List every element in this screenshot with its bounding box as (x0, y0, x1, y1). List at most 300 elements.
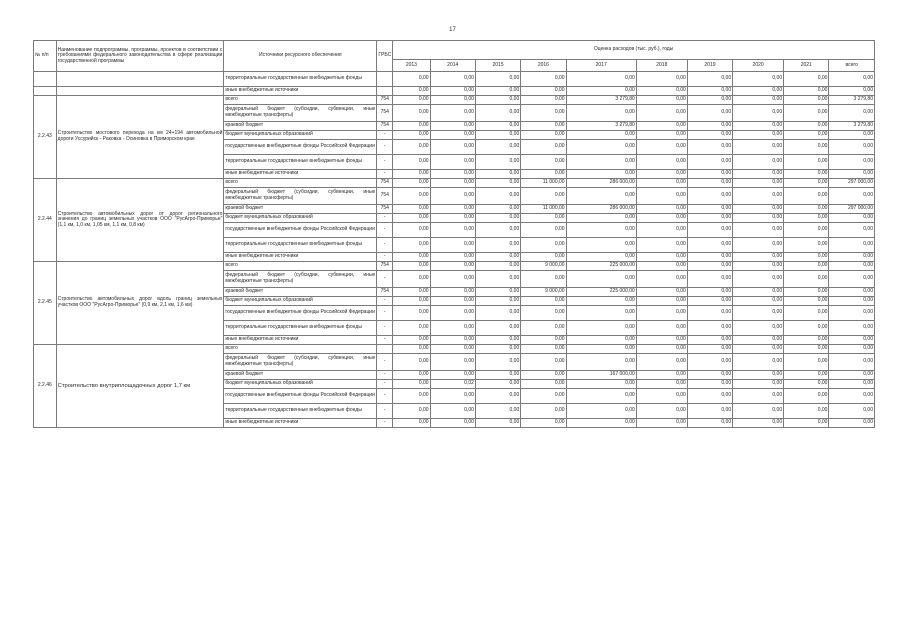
value-cell: 0,00 (687, 223, 732, 238)
value-cell: 0,00 (829, 354, 875, 371)
source-cell: бюджет муниципальных образований (224, 214, 377, 223)
grbs-cell: - (377, 419, 393, 428)
value-cell: 0,00 (687, 253, 732, 262)
project-name: Строительство автомобильных дорог от дорог регионального значения до границ земельных участков ООО "РусАгро-Приморье" (1,1 км, 1,0 км, 1,05 км, 1,1 км, 0,8 км) (56, 179, 224, 262)
value-cell: 225 000,00 (566, 288, 636, 297)
value-cell: 0,00 (636, 306, 687, 321)
project-name: Строительство автомобильных дорог вдоль границ земельных участков ООО "РусАгро-Приморье" (0,9 км, 2,1 км, 1,6 км) (56, 262, 224, 345)
value-cell: 0,00 (475, 238, 520, 253)
value-cell: 0,00 (430, 105, 475, 122)
value-cell: 0,00 (784, 170, 829, 179)
source-cell: бюджет муниципальных образований (224, 131, 377, 140)
value-cell: 0,00 (784, 179, 829, 188)
value-cell: 0,00 (393, 345, 430, 354)
header-year: 2020 (733, 60, 784, 72)
value-cell: 0,00 (784, 155, 829, 170)
header-year: 2021 (784, 60, 829, 72)
grbs-cell: - (377, 389, 393, 404)
value-cell: 0,00 (393, 131, 430, 140)
value-cell: 0,00 (733, 155, 784, 170)
value-cell: 0,00 (566, 321, 636, 336)
value-cell: 0,00 (784, 223, 829, 238)
source-cell: краевой бюджет (224, 371, 377, 380)
value-cell: 0,00 (430, 253, 475, 262)
value-cell: 0,00 (636, 170, 687, 179)
value-cell: 0,00 (784, 262, 829, 271)
value-cell: 0,00 (430, 306, 475, 321)
grbs-cell: - (377, 170, 393, 179)
value-cell: 0,00 (475, 321, 520, 336)
value-cell: 0,00 (566, 105, 636, 122)
value-cell: 0,00 (636, 131, 687, 140)
grbs-cell: - (377, 253, 393, 262)
value-cell: 0,00 (430, 354, 475, 371)
value-cell: 0,00 (784, 271, 829, 288)
value-cell: 3 279,80 (829, 96, 875, 105)
value-cell: 0,00 (784, 380, 829, 389)
grbs-cell (377, 87, 393, 96)
continuation-name (56, 72, 224, 87)
value-cell: 0,00 (784, 72, 829, 87)
value-cell: 0,00 (733, 306, 784, 321)
value-cell: 0,00 (829, 105, 875, 122)
value-cell: 0,00 (430, 223, 475, 238)
value-cell: 0,00 (687, 105, 732, 122)
value-cell: 0,00 (566, 389, 636, 404)
value-cell: 0,00 (733, 336, 784, 345)
value-cell: 9 000,00 (521, 288, 566, 297)
value-cell: 0,00 (829, 262, 875, 271)
value-cell: 0,00 (784, 354, 829, 371)
value-cell: 0,00 (733, 179, 784, 188)
value-cell: 0,00 (393, 354, 430, 371)
value-cell: 0,00 (733, 205, 784, 214)
value-cell: 0,00 (687, 87, 732, 96)
source-cell: краевой бюджет (224, 288, 377, 297)
value-cell: 0,00 (566, 345, 636, 354)
value-cell: 0,00 (784, 87, 829, 96)
project-index: 2.2.45 (34, 262, 57, 345)
value-cell: 0,00 (393, 205, 430, 214)
value-cell: 0,00 (687, 389, 732, 404)
value-cell: 3 279,80 (566, 96, 636, 105)
value-cell: 0,00 (430, 297, 475, 306)
value-cell: 0,00 (733, 122, 784, 131)
value-cell: 0,00 (393, 140, 430, 155)
value-cell: 0,00 (430, 371, 475, 380)
value-cell: 0,00 (475, 170, 520, 179)
value-cell: 0,00 (829, 288, 875, 297)
value-cell: 0,00 (521, 87, 566, 96)
value-cell: 0,00 (687, 131, 732, 140)
value-cell: 225 000,00 (566, 262, 636, 271)
value-cell: 0,00 (784, 345, 829, 354)
value-cell: 0,00 (521, 140, 566, 155)
value-cell: 0,00 (687, 297, 732, 306)
value-cell: 0,00 (475, 380, 520, 389)
value-cell: 0,00 (521, 380, 566, 389)
value-cell: 0,00 (430, 214, 475, 223)
value-cell: 0,00 (430, 336, 475, 345)
value-cell: 0,00 (733, 288, 784, 297)
grbs-cell: 754 (377, 262, 393, 271)
value-cell: 0,00 (566, 419, 636, 428)
value-cell: 0,00 (784, 205, 829, 214)
value-cell: 0,00 (430, 122, 475, 131)
value-cell: 0,00 (430, 131, 475, 140)
value-cell: 0,00 (636, 389, 687, 404)
value-cell: 0,00 (784, 297, 829, 306)
value-cell: 0,00 (733, 354, 784, 371)
value-cell: 0,00 (829, 238, 875, 253)
header-source: Источники ресурсного обеспечения (224, 41, 377, 72)
source-cell: всего (224, 262, 377, 271)
source-cell: государственные внебюджетные фонды Российской Федерации (224, 223, 377, 238)
value-cell: 0,00 (475, 389, 520, 404)
value-cell: 0,00 (687, 271, 732, 288)
value-cell: 0,00 (784, 389, 829, 404)
value-cell: 0,00 (393, 306, 430, 321)
page-number: 17 (449, 27, 456, 33)
value-cell: 0,00 (829, 389, 875, 404)
value-cell: 0,00 (475, 419, 520, 428)
grbs-cell: - (377, 336, 393, 345)
value-cell: 0,00 (733, 87, 784, 96)
value-cell: 0,00 (829, 140, 875, 155)
value-cell: 0,00 (687, 262, 732, 271)
value-cell: 0,00 (784, 288, 829, 297)
value-cell: 0,00 (636, 345, 687, 354)
grbs-cell: - (377, 404, 393, 419)
value-cell: 0,00 (784, 238, 829, 253)
value-cell: 0,00 (393, 188, 430, 205)
value-cell: 0,00 (430, 170, 475, 179)
value-cell: 0,00 (566, 155, 636, 170)
value-cell: 0,00 (636, 105, 687, 122)
value-cell: 3 279,80 (829, 122, 875, 131)
value-cell: 11 000,00 (521, 179, 566, 188)
value-cell: 0,00 (393, 105, 430, 122)
project-index: 2.2.46 (34, 345, 57, 428)
source-cell: государственные внебюджетные фонды Российской Федерации (224, 140, 377, 155)
value-cell: 0,00 (521, 223, 566, 238)
grbs-cell: - (377, 354, 393, 371)
value-cell: 0,00 (430, 72, 475, 87)
value-cell: 0,00 (393, 238, 430, 253)
source-cell: всего (224, 345, 377, 354)
value-cell: 0,00 (475, 205, 520, 214)
value-cell: 0,00 (636, 122, 687, 131)
value-cell: 0,00 (733, 253, 784, 262)
value-cell: 0,00 (521, 131, 566, 140)
project-name: Строительство внутриплощадочных дорог 1,7 км (56, 345, 224, 428)
value-cell: 0,00 (393, 155, 430, 170)
value-cell: 0,00 (636, 238, 687, 253)
value-cell: 0,00 (687, 419, 732, 428)
grbs-cell: - (377, 297, 393, 306)
value-cell: 0,00 (393, 72, 430, 87)
value-cell: 0,00 (475, 288, 520, 297)
source-cell: всего (224, 179, 377, 188)
value-cell: 0,00 (393, 288, 430, 297)
value-cell: 0,00 (566, 188, 636, 205)
value-cell: 3 279,80 (566, 122, 636, 131)
source-cell: территориальные государственные внебюджетные фонды (224, 404, 377, 419)
value-cell: 0,00 (733, 238, 784, 253)
value-cell: 0,00 (430, 140, 475, 155)
value-cell: 0,00 (687, 155, 732, 170)
value-cell: 286 000,00 (566, 179, 636, 188)
value-cell: 0,00 (475, 253, 520, 262)
value-cell: 0,00 (393, 262, 430, 271)
value-cell: 0,00 (566, 72, 636, 87)
value-cell: 0,00 (636, 404, 687, 419)
value-cell: 0,00 (636, 205, 687, 214)
value-cell: 0,00 (687, 179, 732, 188)
value-cell: 0,00 (829, 404, 875, 419)
value-cell: 0,00 (475, 188, 520, 205)
value-cell: 0,00 (687, 72, 732, 87)
value-cell: 0,00 (430, 87, 475, 96)
value-cell: 0,00 (687, 336, 732, 345)
value-cell: 0,00 (430, 271, 475, 288)
value-cell: 0,00 (475, 345, 520, 354)
value-cell: 0,00 (521, 306, 566, 321)
value-cell: 0,00 (733, 72, 784, 87)
value-cell: 0,00 (393, 253, 430, 262)
value-cell: 0,00 (784, 140, 829, 155)
value-cell: 0,00 (393, 404, 430, 419)
value-cell: 0,00 (430, 288, 475, 297)
project-index: 2.2.43 (34, 96, 57, 179)
source-cell: федеральный бюджет (субсидии, субвенции, иные межбюджетные трансферты) (224, 105, 377, 122)
value-cell: 0,00 (393, 170, 430, 179)
value-cell: 0,00 (829, 223, 875, 238)
value-cell: 0,00 (784, 404, 829, 419)
value-cell: 0,00 (475, 223, 520, 238)
value-cell: 0,00 (687, 170, 732, 179)
value-cell: 0,00 (733, 96, 784, 105)
source-cell: бюджет муниципальных образований (224, 380, 377, 389)
value-cell: 0,00 (636, 371, 687, 380)
table-row (34, 179, 875, 188)
header-estimate-group: Оценка расходов (тыс. руб.), годы (393, 41, 875, 60)
value-cell: 0,00 (687, 321, 732, 336)
value-cell: 0,00 (829, 155, 875, 170)
value-cell: 0,00 (733, 223, 784, 238)
value-cell: 0,00 (566, 271, 636, 288)
value-cell: 0,00 (521, 271, 566, 288)
value-cell: 0,00 (566, 170, 636, 179)
value-cell: 0,00 (733, 105, 784, 122)
value-cell: 0,00 (393, 214, 430, 223)
value-cell: 0,00 (829, 306, 875, 321)
value-cell: 0,00 (687, 140, 732, 155)
value-cell: 0,00 (636, 271, 687, 288)
value-cell: 0,00 (687, 345, 732, 354)
value-cell: 0,00 (393, 87, 430, 96)
value-cell: 0,00 (733, 188, 784, 205)
value-cell: 0,00 (687, 288, 732, 297)
value-cell: 0,00 (521, 336, 566, 345)
value-cell: 0,00 (687, 354, 732, 371)
value-cell: 0,00 (829, 371, 875, 380)
value-cell: 0,00 (393, 419, 430, 428)
header-year: 2013 (393, 60, 430, 72)
grbs-cell: - (377, 238, 393, 253)
source-cell: краевой бюджет (224, 122, 377, 131)
value-cell: 0,00 (521, 419, 566, 428)
value-cell: 0,00 (636, 380, 687, 389)
header-year: всего (829, 60, 875, 72)
value-cell: 0,00 (521, 155, 566, 170)
value-cell: 0,00 (430, 155, 475, 170)
value-cell: 0,00 (733, 214, 784, 223)
value-cell: 0,02 (430, 380, 475, 389)
value-cell: 0,00 (733, 389, 784, 404)
value-cell: 0,00 (829, 87, 875, 96)
value-cell: 0,00 (521, 321, 566, 336)
grbs-cell: - (377, 271, 393, 288)
value-cell: 0,00 (636, 297, 687, 306)
header-year: 2015 (475, 60, 520, 72)
value-cell: 0,00 (687, 306, 732, 321)
grbs-cell: 754 (377, 96, 393, 105)
source-cell: иные внебюджетные источники (224, 336, 377, 345)
value-cell: 0,00 (784, 306, 829, 321)
value-cell: 0,00 (430, 404, 475, 419)
value-cell: 0,00 (636, 87, 687, 96)
value-cell: 0,00 (687, 380, 732, 389)
header-year: 2016 (521, 60, 566, 72)
value-cell: 0,00 (393, 122, 430, 131)
value-cell: 0,00 (784, 419, 829, 428)
value-cell: 0,00 (733, 371, 784, 380)
value-cell: 0,00 (566, 87, 636, 96)
value-cell: 0,00 (636, 72, 687, 87)
value-cell: 0,00 (393, 389, 430, 404)
value-cell: 0,00 (784, 214, 829, 223)
source-cell: территориальные государственные внебюджетные фонды (224, 155, 377, 170)
value-cell: 0,00 (829, 214, 875, 223)
header-name: Наименование подпрограммы, программы, проектов в соответствии с требованиями федерального законодательства в сфере реализации государственной программы (56, 41, 224, 72)
grbs-cell: - (377, 306, 393, 321)
table-row (34, 96, 875, 105)
value-cell: 0,00 (521, 354, 566, 371)
value-cell: 0,00 (687, 404, 732, 419)
value-cell: 0,00 (393, 371, 430, 380)
grbs-cell (377, 72, 393, 87)
value-cell: 0,00 (687, 371, 732, 380)
grbs-cell: - (377, 321, 393, 336)
value-cell: 0,00 (521, 297, 566, 306)
value-cell: 0,00 (566, 214, 636, 223)
value-cell: 0,00 (566, 380, 636, 389)
grbs-cell: - (377, 131, 393, 140)
value-cell: 0,00 (784, 96, 829, 105)
table-body (34, 72, 875, 428)
value-cell: 0,00 (636, 262, 687, 271)
value-cell: 0,00 (566, 354, 636, 371)
value-cell: 0,00 (393, 297, 430, 306)
source-cell: государственные внебюджетные фонды Российской Федерации (224, 306, 377, 321)
value-cell: 0,00 (393, 336, 430, 345)
value-cell: 0,00 (733, 170, 784, 179)
value-cell: 0,00 (784, 253, 829, 262)
value-cell: 0,00 (829, 336, 875, 345)
value-cell: 0,00 (733, 297, 784, 306)
value-cell: 0,00 (636, 419, 687, 428)
value-cell: 0,00 (475, 96, 520, 105)
value-cell: 0,00 (784, 188, 829, 205)
value-cell: 0,00 (733, 140, 784, 155)
value-cell: 0,00 (566, 306, 636, 321)
value-cell: 0,00 (829, 253, 875, 262)
value-cell: 0,00 (521, 238, 566, 253)
grbs-cell: - (377, 214, 393, 223)
value-cell: 0,00 (393, 380, 430, 389)
value-cell: 0,00 (784, 105, 829, 122)
value-cell: 0,00 (566, 336, 636, 345)
header-row (34, 41, 875, 60)
source-cell: территориальные государственные внебюджетные фонды (224, 238, 377, 253)
value-cell: 0,00 (430, 238, 475, 253)
value-cell: 0,00 (521, 214, 566, 223)
value-cell: 0,00 (521, 253, 566, 262)
value-cell: 0,00 (521, 72, 566, 87)
source-cell: иные внебюджетные источники (224, 419, 377, 428)
header-year: 2018 (636, 60, 687, 72)
value-cell: 0,00 (566, 131, 636, 140)
header-num: № п/п (34, 41, 57, 72)
value-cell: 0,00 (636, 214, 687, 223)
value-cell: 0,00 (636, 288, 687, 297)
value-cell: 0,00 (636, 155, 687, 170)
value-cell: 0,00 (829, 419, 875, 428)
value-cell: 0,00 (733, 404, 784, 419)
value-cell: 297 000,00 (829, 205, 875, 214)
value-cell: 0,00 (430, 179, 475, 188)
value-cell: 0,00 (430, 321, 475, 336)
source-cell: федеральный бюджет (субсидии, субвенции, иные межбюджетные трансферты) (224, 188, 377, 205)
value-cell: 0,00 (733, 271, 784, 288)
value-cell: 0,00 (475, 336, 520, 345)
value-cell: 0,00 (521, 122, 566, 131)
value-cell: 0,00 (475, 140, 520, 155)
grbs-cell: 754 (377, 188, 393, 205)
table-row (34, 72, 875, 87)
value-cell: 0,00 (829, 271, 875, 288)
table-row (34, 87, 875, 96)
grbs-cell: - (377, 140, 393, 155)
value-cell: 0,00 (733, 321, 784, 336)
header-year: 2019 (687, 60, 732, 72)
value-cell: 0,00 (687, 214, 732, 223)
value-cell: 0,00 (521, 404, 566, 419)
value-cell: 0,00 (475, 297, 520, 306)
value-cell: 0,00 (430, 262, 475, 271)
grbs-cell: 754 (377, 288, 393, 297)
grbs-cell: - (377, 155, 393, 170)
header-year: 2014 (430, 60, 475, 72)
value-cell: 286 000,00 (566, 205, 636, 214)
value-cell: 0,00 (733, 345, 784, 354)
grbs-cell: 754 (377, 205, 393, 214)
value-cell: 0,00 (829, 131, 875, 140)
value-cell: 0,00 (430, 96, 475, 105)
value-cell: 0,00 (521, 96, 566, 105)
value-cell: 0,00 (475, 87, 520, 96)
